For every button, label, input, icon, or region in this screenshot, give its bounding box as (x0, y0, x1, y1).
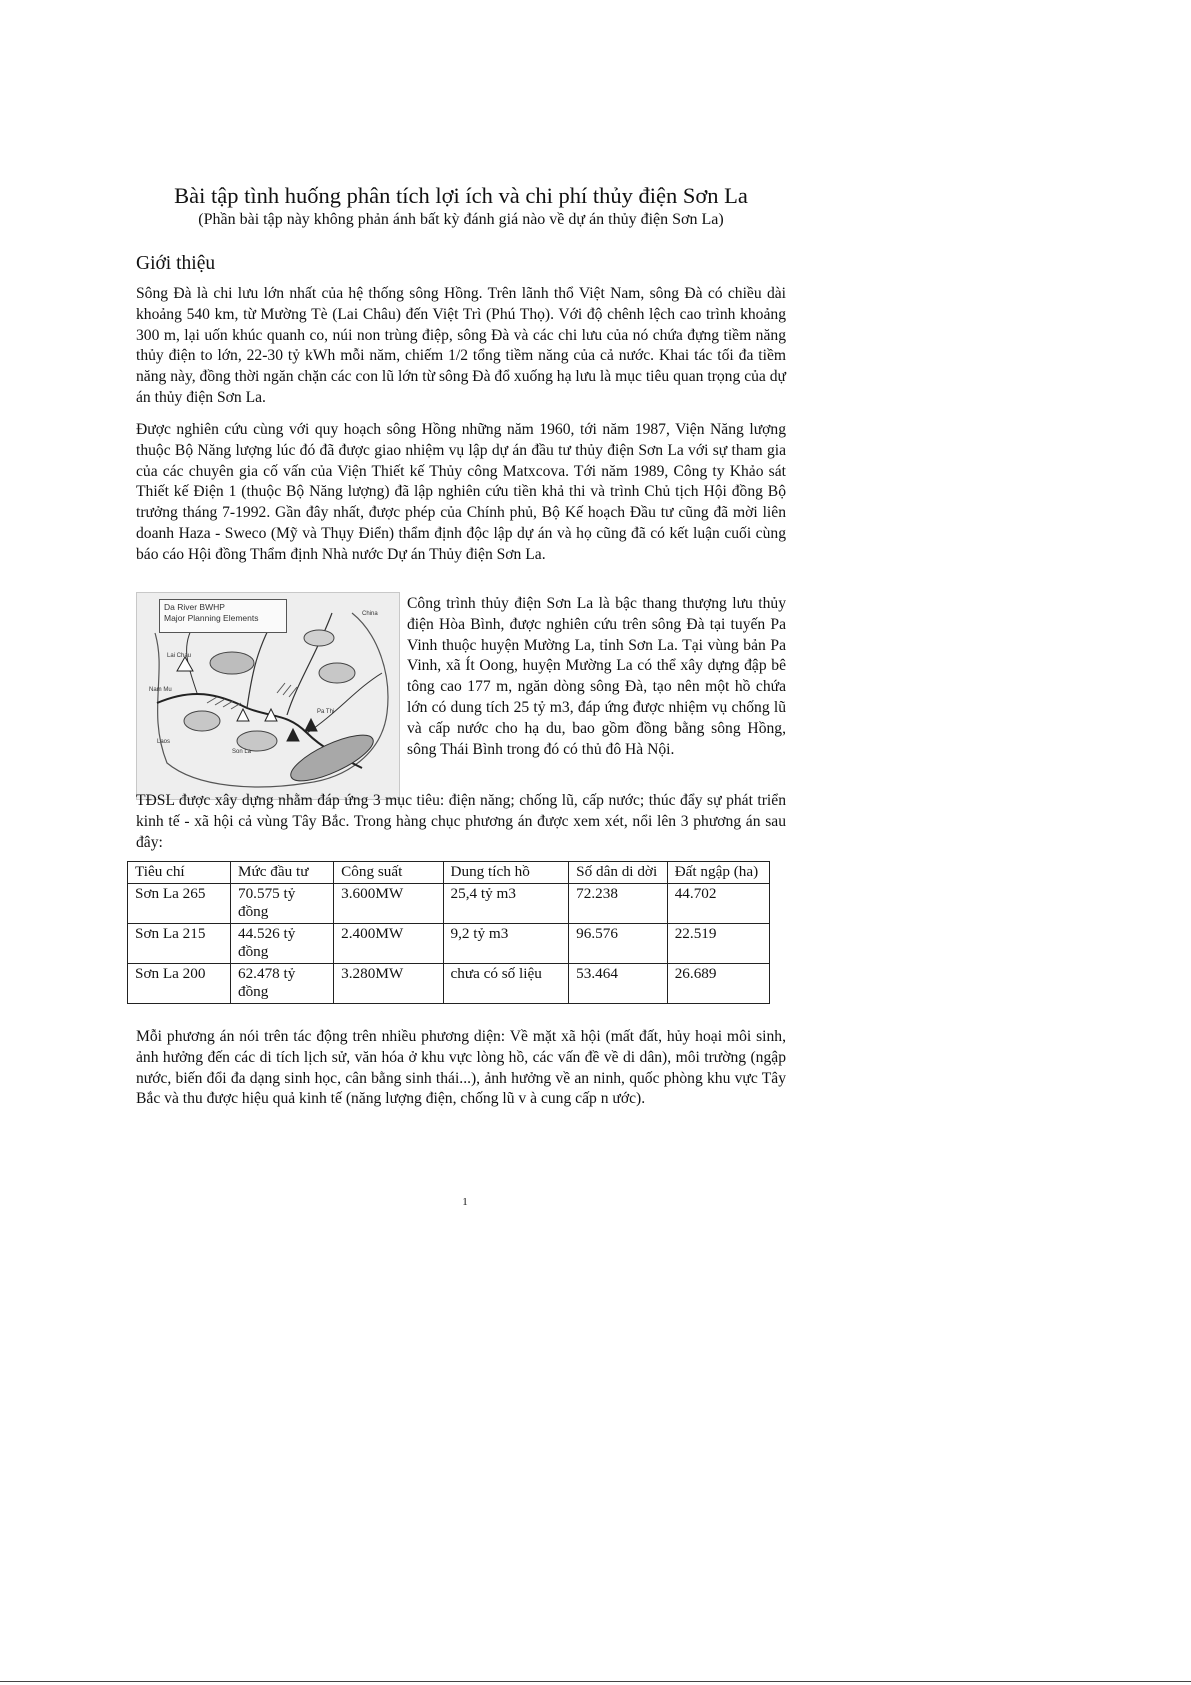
table-cell: 3.600MW (334, 883, 443, 923)
document-title: Bài tập tình huống phân tích lợi ích và chi phí thủy điện Sơn La (174, 183, 748, 208)
paragraph-objectives: TĐSL được xây dựng nhằm đáp ứng 3 mục tiêu: điện năng; chống lũ, cấp nước; thúc đẩy sự phát triển kinh tế - xã hội cả vùng Tây Bắc. Trong hàng chục phương án được xem xét, nổi lên 3 phương án sau đây: (136, 792, 786, 851)
document-subtitle: (Phần bài tập này không phản ánh bất kỳ đánh giá nào về dự án thủy điện Sơn La) (198, 211, 724, 228)
header-investment: Mức đầu tư (230, 862, 333, 884)
table-cell: 25,4 tỷ m3 (443, 883, 569, 923)
paragraph-impacts: Mỗi phương án nói trên tác động trên nhiều phương diện: Về mặt xã hội (mất đất, hủy hoại môi sinh, ảnh hưởng đến các di tích lịch sử, văn hóa ở khu vực lòng hồ, các vấn đề về di dân), môi trường (ngập nước, biến đổi đa dạng sinh học, cân bằng sinh thái...), ảnh hưởng về an ninh, quốc phòng khu vực Tây Bắc và thu được hiệu quả kinh tế (năng lượng điện, chống lũ v à cung cấp n ước). (136, 1028, 786, 1108)
svg-text:Laos: Laos (157, 739, 171, 745)
header-reservoir-volume: Dung tích hồ (443, 862, 569, 884)
table-row (128, 963, 770, 1003)
table-row (128, 883, 770, 923)
svg-text:Lai Chau: Lai Chau (167, 653, 192, 659)
table-cell: Sơn La 265 (128, 883, 231, 923)
table-cell: 72.238 (569, 883, 668, 923)
paragraph-intro: Sông Đà là chi lưu lớn nhất của hệ thống sông Hồng. Trên lãnh thổ Việt Nam, sông Đà có chiều dài khoảng 540 km, từ Mường Tè (Lai Châu) đến Việt Trì (Phú Thọ). Với độ chênh lệch cao trình khoảng 300 m, lại uốn khúc quanh co, núi non trùng điệp, sông Đà và các chi lưu của nó chứa đựng tiềm năng thủy điện to lớn, 22-30 tỷ kWh mỗi năm, chiếm 1/2 tổng tiềm năng của cả nước. Khai tác tối đa tiềm năng này, đồng thời ngăn chặn các con lũ lớn từ sông Đà đổ xuống hạ lưu là mục tiêu quan trọng của dự án thủy điện Sơn La. (136, 285, 786, 406)
paragraph-history: Được nghiên cứu cùng với quy hoạch sông Hồng những năm 1960, tới năm 1987, Viện Năng lượng thuộc Bộ Năng lượng lúc đó đã được giao nhiệm vụ lập dự án đầu tư thủy điện Sơn La với sự tham gia của các chuyên gia cố vấn của Viện Thiết kế Thủy công Matxcova. Tới năm 1989, Công ty Khảo sát Thiết kế Điện 1 (thuộc Bộ Năng lượng) đã lập nghiên cứu tiền khả thi và trình Chủ tịch Hội đồng Bộ trưởng tháng 7-1992. Gần đây nhất, được phép của Chính phủ, Bộ Kế hoạch Đầu tư cũng đã mời liên doanh Haza - Sweco (Mỹ và Thụy Điển) thẩm định độc lập dự án và họ cũng đã có kết luận cuối cùng báo cáo Hội đồng Thẩm định Nhà nước Dự án Thủy điện Sơn La. (136, 421, 786, 563)
paragraph-project-description: Công trình thủy điện Sơn La là bậc thang thượng lưu thủy điện Hòa Bình, được nghiên cứu trên sông Đà tại tuyến Pa Vinh thuộc huyện Mường La, tỉnh Sơn La. Tại vùng bản Pa Vinh, xã Ít Oong, huyện Mường La có thể xây dựng đập bê tông cao 177 m, ngăn dòng sông Đà, tạo nên một hồ chứa lớn có dung tích 25 tỷ m3, đáp ứng được nhiệm vụ chống lũ và cấp nước cho hạ du, bao gồm đồng bằng sông Hồng, sông Thái Bình trong đó có thủ đô Hà Nội. (407, 595, 786, 758)
svg-text:China: China (362, 611, 378, 617)
section-heading: Giới thiệu (136, 253, 216, 274)
map-legend-box (159, 599, 287, 633)
table-cell: 70.575 tỷ đồng (230, 883, 333, 923)
table-row (128, 923, 770, 963)
map-caption-line1: Da River BWHP (164, 602, 225, 612)
header-capacity: Công suất (334, 862, 443, 884)
table-header-row (128, 862, 770, 884)
svg-text:Son La: Son La (232, 749, 252, 755)
table-cell: 2.400MW (334, 923, 443, 963)
table-cell: 96.576 (569, 923, 668, 963)
table-cell: Sơn La 215 (128, 923, 231, 963)
page-number: 1 (462, 1196, 468, 1208)
header-relocated-people: Số dân di dời (569, 862, 668, 884)
table-cell: 26.689 (667, 963, 769, 1003)
table-cell: 62.478 tỷ đồng (230, 963, 333, 1003)
table-cell: 44.526 tỷ đồng (230, 923, 333, 963)
header-criteria: Tiêu chí (128, 862, 231, 884)
table-cell: 9,2 tỷ m3 (443, 923, 569, 963)
table-cell: 53.464 (569, 963, 668, 1003)
table-cell: chưa có số liệu (443, 963, 569, 1003)
header-flooded-land: Đất ngập (ha) (667, 862, 769, 884)
table-cell: Sơn La 200 (128, 963, 231, 1003)
table-cell: 44.702 (667, 883, 769, 923)
table-cell: 3.280MW (334, 963, 443, 1003)
da-river-map-image (136, 592, 400, 800)
map-caption-line2: Major Planning Elements (164, 613, 259, 623)
table-cell: 22.519 (667, 923, 769, 963)
svg-text:Nam Mu: Nam Mu (149, 687, 172, 693)
svg-text:Pa Thi: Pa Thi (317, 709, 335, 715)
options-table (127, 861, 770, 1004)
page-bottom-rule (0, 1681, 1191, 1682)
